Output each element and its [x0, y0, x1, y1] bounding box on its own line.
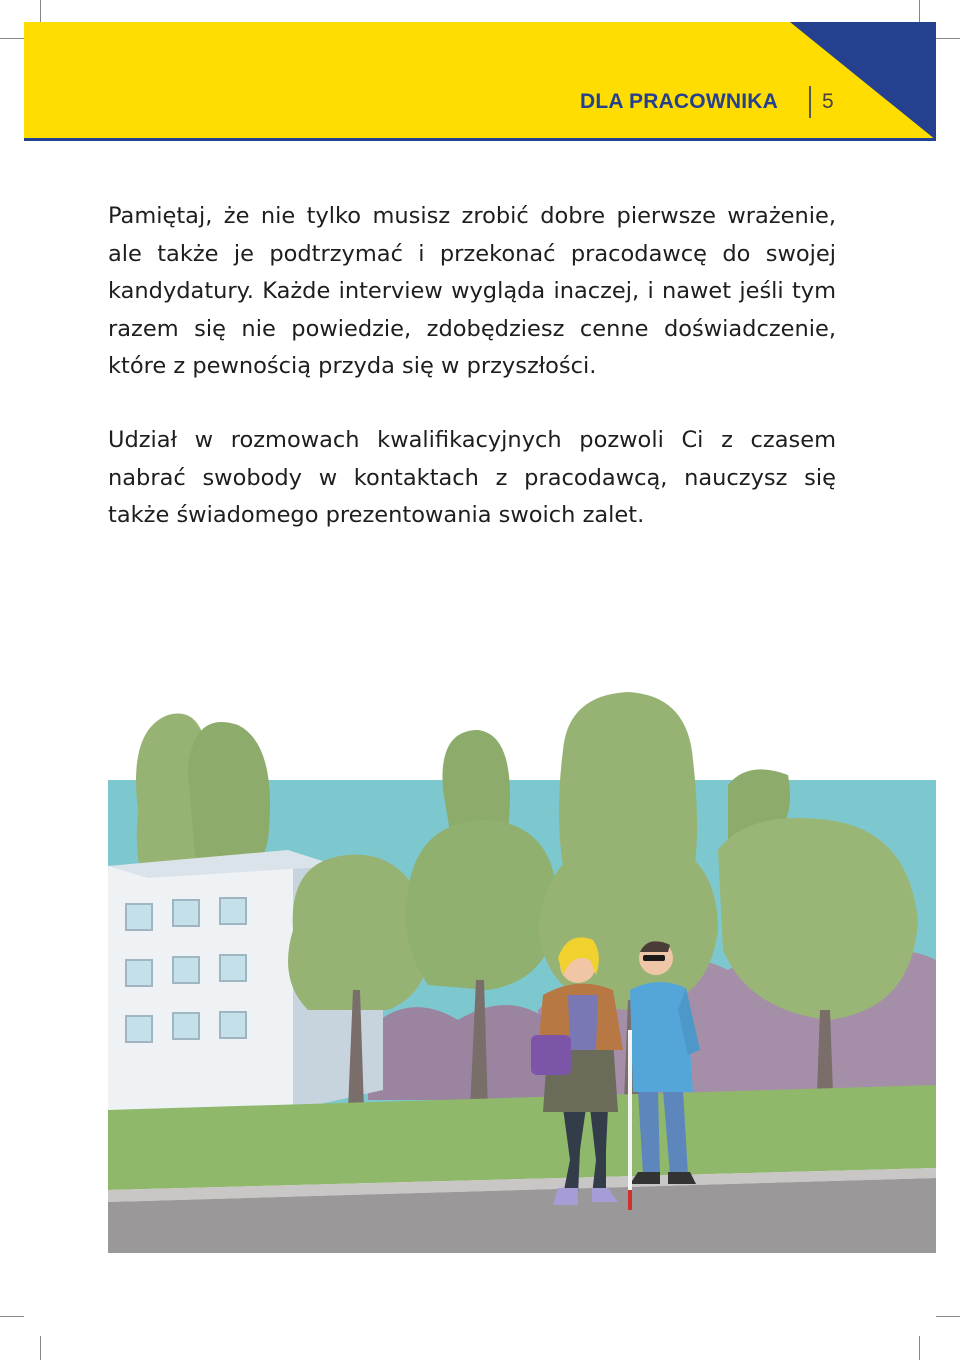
crop-mark — [40, 1336, 41, 1360]
crop-mark — [0, 1316, 24, 1317]
crop-mark — [936, 38, 960, 39]
body-paragraph: Udział w rozmowach kwalifikacyjnych pozwoli Ci z czasem nabrać swobody w kontaktach z pracodawcą, nauczysz się także świadomego prezentowania swoich zalet. — [108, 427, 836, 528]
page-number: 5 — [822, 90, 834, 113]
crop-mark — [919, 0, 920, 22]
header-band — [24, 22, 936, 140]
header-rule — [24, 138, 936, 141]
crop-mark — [0, 38, 24, 39]
header-corner-triangle — [790, 22, 936, 140]
crop-mark — [919, 1336, 920, 1360]
header-separator — [809, 86, 811, 118]
body-paragraph: Pamiętaj, że nie tylko musisz zrobić dobre pierwsze wrażenie, ale także je podtrzymać i przekonać pracodawcę do swojej kandydatury. Każde interview wygląda inaczej, i nawet jeśli tym razem się nie powiedzie, zdobędziesz cenne doświadczenie, które z pewnością przyda się w przyszłości. — [108, 203, 836, 379]
crop-mark — [936, 1316, 960, 1317]
street-illustration — [108, 690, 936, 1253]
section-title: DLA PRACOWNIKA — [579, 90, 778, 113]
crop-mark — [40, 0, 41, 22]
tree — [406, 820, 559, 990]
